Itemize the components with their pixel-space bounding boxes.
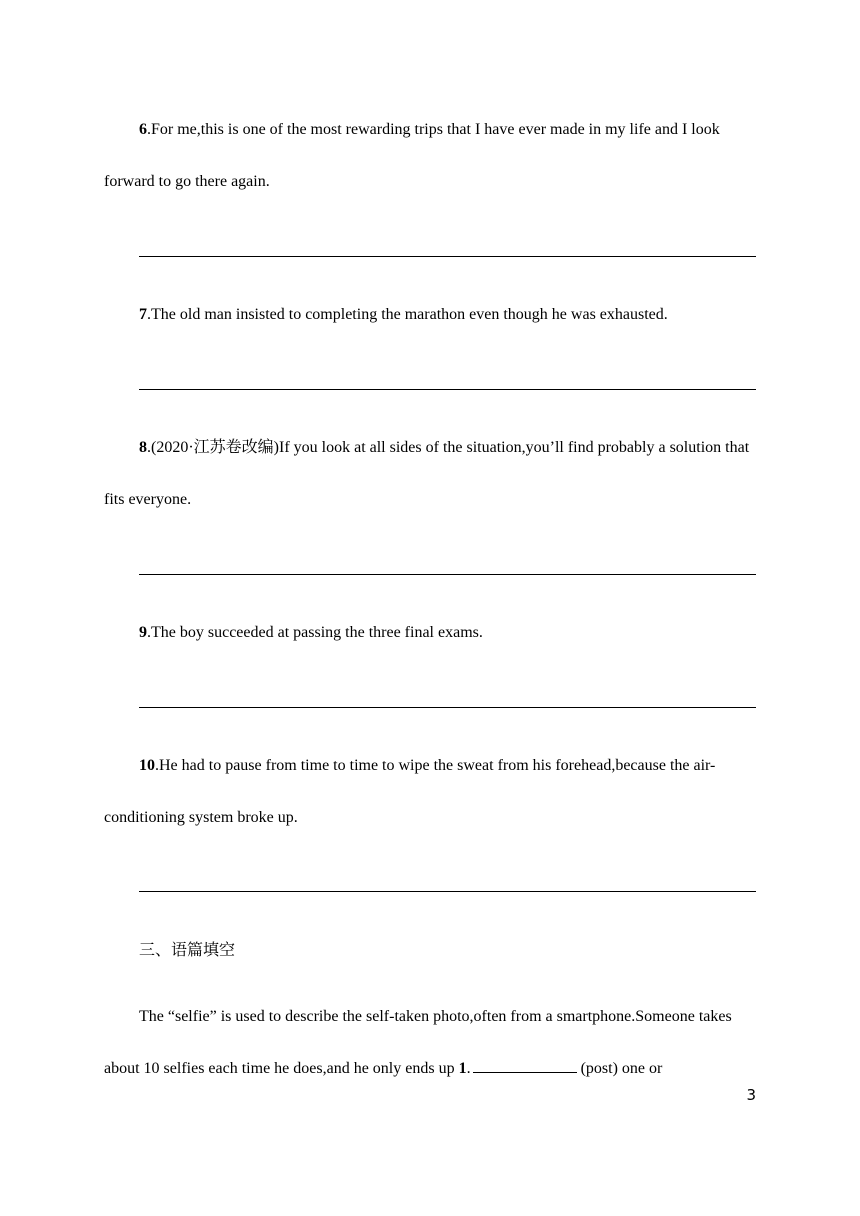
page-number: 3 bbox=[746, 1086, 756, 1104]
section-title: 三、语篇填空 bbox=[139, 940, 236, 959]
passage-paragraph bbox=[104, 991, 756, 1095]
passage-text: The “selfie” is used to describe the self-taken photo,often from a smartphone.Someone takes about 10 selfies each time he does,and he only ends up bbox=[104, 1008, 732, 1077]
blank-number: 1 bbox=[458, 1060, 467, 1077]
question-text: .The old man insisted to completing the marathon even though he was exhausted. bbox=[147, 306, 668, 323]
question-number: 10 bbox=[139, 757, 155, 774]
answer-line-7 bbox=[139, 389, 756, 390]
blank-suffix: . bbox=[466, 1060, 471, 1077]
question-8 bbox=[104, 422, 756, 526]
answer-line-8 bbox=[139, 574, 756, 575]
question-6 bbox=[104, 104, 756, 208]
question-10 bbox=[104, 740, 756, 844]
answer-line-9 bbox=[139, 707, 756, 708]
question-9 bbox=[104, 607, 756, 659]
question-number: 7 bbox=[139, 306, 147, 323]
blank-hint: (post) bbox=[580, 1060, 618, 1077]
question-number: 8 bbox=[139, 439, 147, 456]
answer-line-10 bbox=[139, 891, 756, 892]
question-text: .For me,this is one of the most rewarding trips that I have ever made in my life and I look forward to go there again. bbox=[104, 121, 720, 190]
fill-in-blank[interactable] bbox=[473, 1058, 577, 1073]
passage-text-continued: one or bbox=[617, 1060, 663, 1077]
question-text: .He had to pause from time to time to wipe the sweat from his forehead,because the air-conditioning system broke up. bbox=[104, 757, 716, 826]
question-text: .The boy succeeded at passing the three final exams. bbox=[147, 624, 483, 641]
question-number: 9 bbox=[139, 624, 147, 641]
question-7 bbox=[104, 289, 756, 341]
question-number: 6 bbox=[139, 121, 147, 138]
answer-line-6 bbox=[139, 256, 756, 257]
question-text: .(2020·江苏卷改编)If you look at all sides of the situation,you’ll find probably a solution that fits everyone. bbox=[104, 439, 750, 508]
